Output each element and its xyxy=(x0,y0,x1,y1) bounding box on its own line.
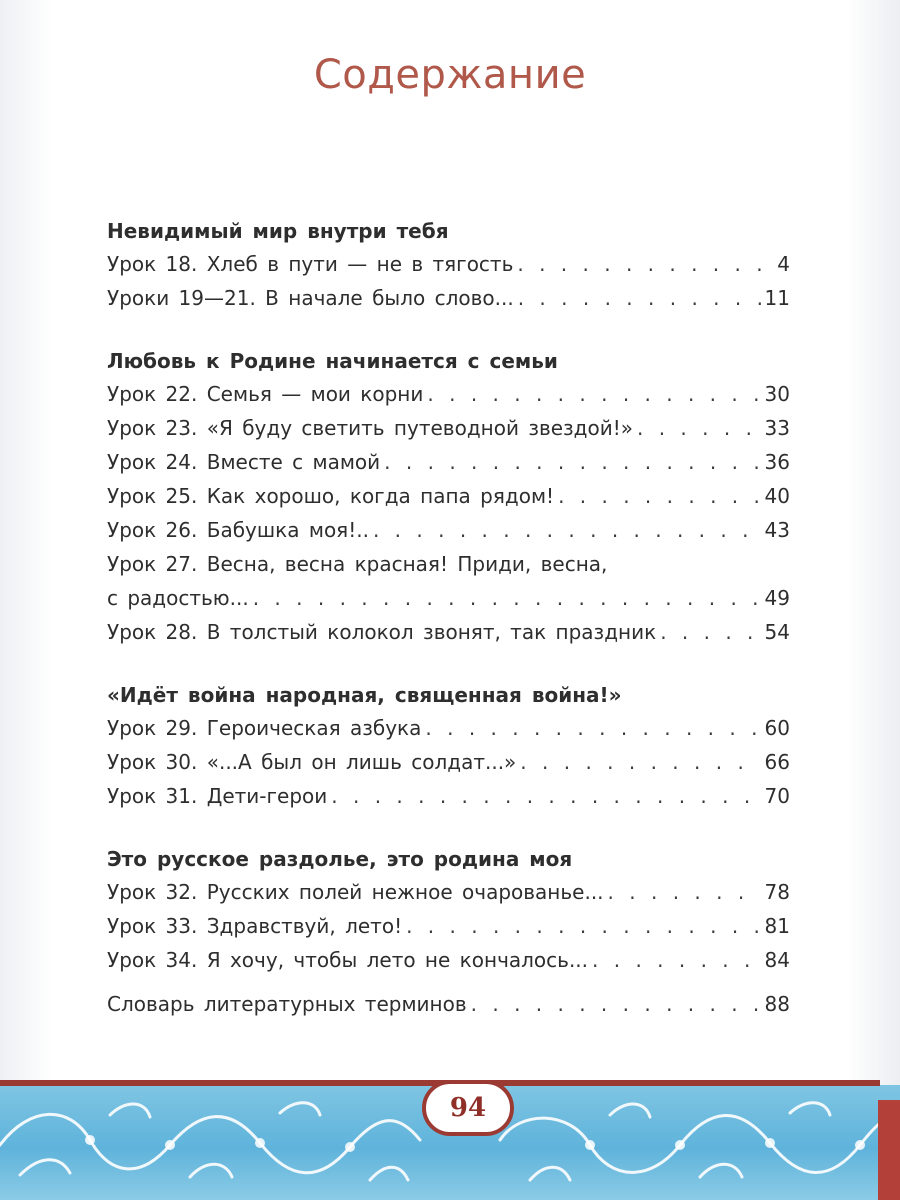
section-gap xyxy=(107,315,790,345)
toc-entry-lessons-19-21[interactable] xyxy=(107,281,790,315)
toc-entry-text: Урок 32. Русских полей нежное очарованье... xyxy=(107,880,604,904)
page-title: Содержание xyxy=(313,52,587,98)
dot-leader xyxy=(517,247,773,281)
toc-entry-text: Урок 28. В толстый колокол звонят, так праздник xyxy=(107,620,657,644)
toc-entry-text: Уроки 19—21. В начале было слово... xyxy=(107,286,514,310)
toc-entry-text: Урок 22. Семья — мои корни xyxy=(107,382,424,406)
toc-entry-lesson-22[interactable] xyxy=(107,377,790,411)
toc-entry-page: 11 xyxy=(764,286,790,310)
toc-entry-page: 84 xyxy=(764,948,790,972)
toc-entry-page: 30 xyxy=(764,382,790,406)
toc-entry-lesson-18[interactable] xyxy=(107,247,790,281)
toc-entry-lesson-30[interactable] xyxy=(107,745,790,779)
toc-entry-text: с радостью... xyxy=(107,586,249,610)
toc-entry-text: Урок 30. «...А был он лишь солдат...» xyxy=(107,750,517,774)
toc-entry-lesson-29[interactable] xyxy=(107,711,790,745)
footer-red-edge xyxy=(878,1100,900,1200)
toc-entry-lesson-27-line1[interactable]: Урок 27. Весна, весна красная! Приди, весна, xyxy=(107,552,608,576)
dot-leader xyxy=(471,987,761,1021)
dot-leader xyxy=(608,875,761,909)
dot-leader xyxy=(384,445,760,479)
table-of-contents xyxy=(107,215,790,1021)
toc-entry-text: Урок 31. Дети-герои xyxy=(107,784,328,808)
section-gap xyxy=(107,813,790,843)
section-title-russian-expanse: Это русское раздолье, это родина моя xyxy=(107,847,573,871)
toc-entry-lesson-31[interactable] xyxy=(107,779,790,813)
toc-entry-page: 36 xyxy=(764,450,790,474)
toc-entry-text: Урок 18. Хлеб в пути — не в тягость xyxy=(107,252,514,276)
toc-entry-lesson-28[interactable] xyxy=(107,615,790,649)
toc-entry-text: Урок 29. Героическая азбука xyxy=(107,716,422,740)
dot-leader xyxy=(373,513,761,547)
toc-entry-page: 40 xyxy=(764,484,790,508)
toc-entry-lesson-23[interactable] xyxy=(107,411,790,445)
toc-entry-text: Словарь литературных терминов xyxy=(107,992,467,1016)
dot-leader xyxy=(518,281,761,315)
toc-entry-lesson-26[interactable] xyxy=(107,513,790,547)
dot-leader xyxy=(425,711,760,745)
section-title-family: Любовь к Родине начинается с семьи xyxy=(107,349,558,373)
toc-entry-page: 49 xyxy=(764,586,790,610)
section-gap xyxy=(107,977,790,987)
toc-entry-lesson-24[interactable] xyxy=(107,445,790,479)
toc-entry-page: 66 xyxy=(764,750,790,774)
section-gap xyxy=(107,649,790,679)
toc-entry-page: 70 xyxy=(764,784,790,808)
toc-entry-lesson-32[interactable] xyxy=(107,875,790,909)
dot-leader xyxy=(558,479,760,513)
dot-leader xyxy=(331,779,760,813)
toc-entry-lesson-27[interactable] xyxy=(107,581,790,615)
toc-entry-text: Урок 23. «Я буду светить путеводной звездой!» xyxy=(107,416,633,440)
dot-leader xyxy=(592,943,761,977)
dot-leader xyxy=(253,581,761,615)
toc-entry-page: 33 xyxy=(764,416,790,440)
toc-entry-page: 60 xyxy=(764,716,790,740)
toc-entry-text: Урок 24. Вместе с мамой xyxy=(107,450,381,474)
toc-entry-glossary[interactable] xyxy=(107,987,790,1021)
page-number-badge: 94 xyxy=(422,1080,514,1136)
dot-leader xyxy=(637,411,761,445)
toc-entry-page: 54 xyxy=(764,620,790,644)
toc-entry-lesson-25[interactable] xyxy=(107,479,790,513)
toc-entry-page: 81 xyxy=(764,914,790,938)
dot-leader xyxy=(427,377,760,411)
dot-leader xyxy=(406,909,760,943)
toc-entry-lesson-34[interactable] xyxy=(107,943,790,977)
dot-leader xyxy=(660,615,760,649)
section-title-war: «Идёт война народная, священная война!» xyxy=(107,683,622,707)
toc-entry-page: 88 xyxy=(764,992,790,1016)
toc-entry-page: 78 xyxy=(764,880,790,904)
toc-entry-text: Урок 34. Я хочу, чтобы лето не кончалось... xyxy=(107,948,589,972)
toc-entry-text: Урок 26. Бабушка моя!.. xyxy=(107,518,369,542)
toc-entry-page: 4 xyxy=(777,252,790,276)
dot-leader xyxy=(520,745,760,779)
toc-entry-page: 43 xyxy=(764,518,790,542)
toc-entry-text: Урок 33. Здравствуй, лето! xyxy=(107,914,403,938)
toc-entry-lesson-33[interactable] xyxy=(107,909,790,943)
toc-entry-text: Урок 25. Как хорошо, когда папа рядом! xyxy=(107,484,555,508)
section-title-invisible-world: Невидимый мир внутри тебя xyxy=(107,219,449,243)
